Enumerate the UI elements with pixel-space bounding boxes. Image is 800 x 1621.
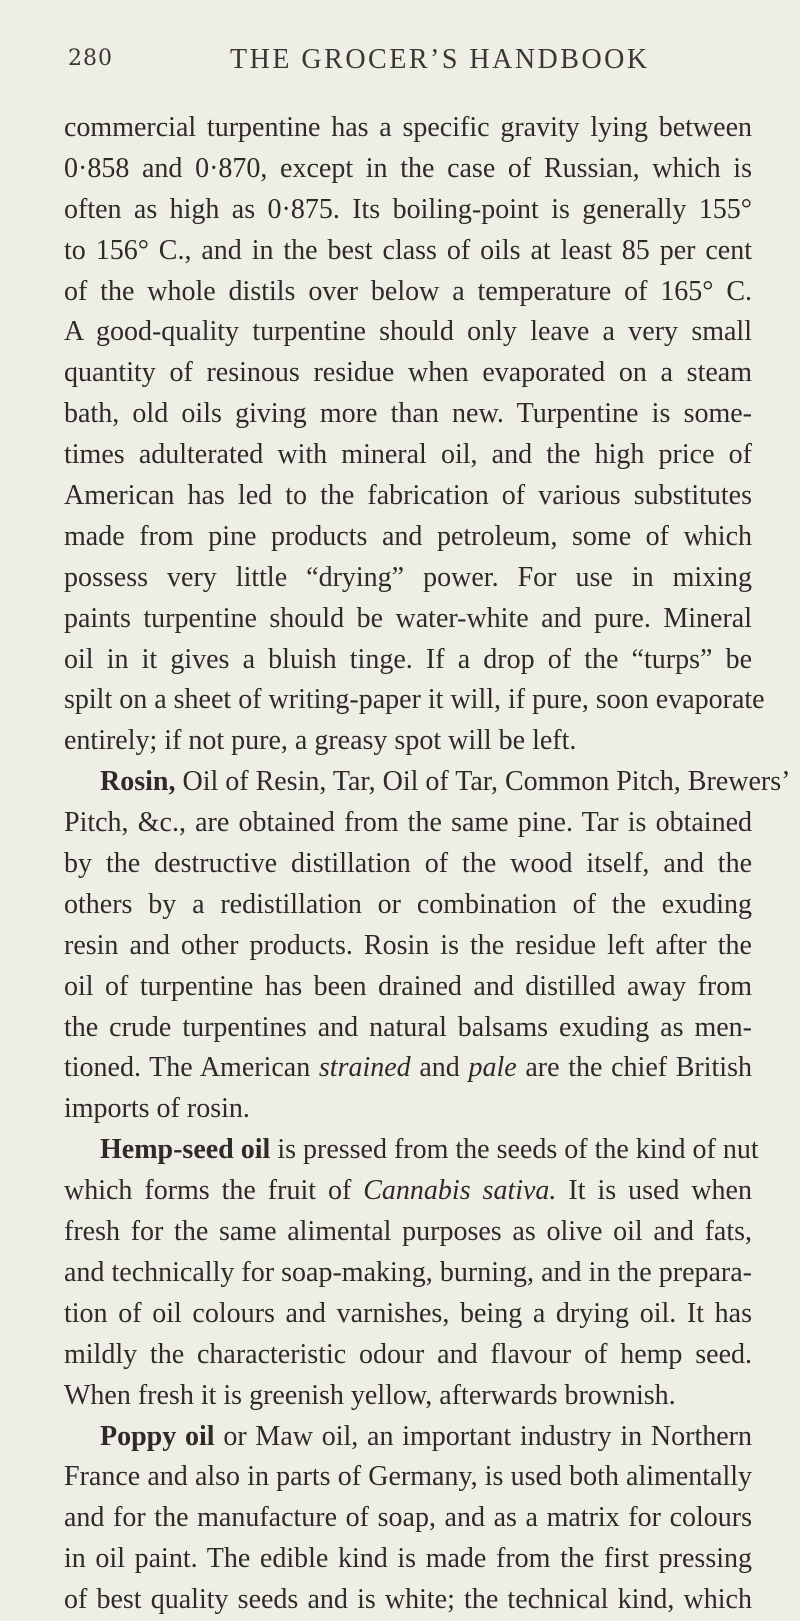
- text-line: and technically for soap-making, burning, and in the prepara-: [64, 1256, 752, 1288]
- text-line: tion of oil colours and varnishes, being a drying oil. It has: [64, 1297, 752, 1329]
- italic-term: pale: [468, 1052, 517, 1084]
- text-line: entirely; if not pure, a greasy spot will be left.: [64, 725, 577, 757]
- text-line: to 156° C., and in the best class of oils at least 85 per cent: [64, 234, 752, 266]
- paragraph-poppy-oil: [64, 1417, 752, 1621]
- text-line: times adulterated with mineral oil, and the high price of: [64, 439, 752, 471]
- text-line: mildly the characteristic odour and flavour of hemp seed.: [64, 1338, 752, 1370]
- text-line: imports of rosin.: [64, 1093, 250, 1125]
- italic-term: Cannabis sativa.: [363, 1175, 557, 1207]
- text-line: France and also in parts of Germany, is used both alimentally: [64, 1461, 752, 1493]
- page-header: [64, 0, 752, 75]
- text-line: by the destructive distillation of the wood itself, and the: [64, 848, 752, 880]
- paragraph-hemp-seed-oil: [64, 1130, 759, 1416]
- text-run: or Maw oil, an important industry in Northern: [214, 1420, 753, 1452]
- text-run: Oil of Resin, Tar, Oil of Tar, Common Pitch, Brewers’: [175, 766, 791, 798]
- text-line: often as high as 0·875. Its boiling-point is generally 155°: [64, 193, 752, 225]
- italic-term: strained: [318, 1052, 411, 1084]
- text-line: [64, 1171, 752, 1212]
- text-line: bath, old oils giving more than new. Turpentine is some-: [64, 398, 752, 430]
- text-line: oil of turpentine has been drained and distilled away from: [64, 970, 752, 1002]
- text-line: paints turpentine should be water-white and pure. Mineral: [64, 602, 752, 634]
- page-number: 280: [68, 46, 113, 71]
- text-line: possess very little “drying” power. For use in mixing: [64, 561, 752, 593]
- text-run: It is used when: [556, 1175, 752, 1207]
- body-text: [64, 108, 791, 1621]
- text-line: commercial turpentine has a specific gravity lying between: [64, 112, 752, 143]
- text-run: is pressed from the seeds of the kind of nut: [270, 1134, 759, 1166]
- text-line: of best quality seeds and is white; the technical kind, which: [64, 1584, 752, 1616]
- text-line: the crude turpentines and natural balsams exuding as men-: [64, 1011, 752, 1043]
- text-line: of the whole distils over below a temperature of 165° C.: [64, 275, 752, 307]
- text-line: oil in it gives a bluish tinge. If a drop of the “turps” be: [64, 643, 752, 675]
- text-line: [64, 762, 791, 803]
- text-line: [64, 1048, 752, 1089]
- text-line: others by a redistillation or combination of the exuding: [64, 888, 752, 920]
- text-line: resin and other products. Rosin is the residue left after the: [64, 929, 752, 961]
- text-line: fresh for the same alimental purposes as olive oil and fats,: [64, 1216, 752, 1248]
- text-run: and: [410, 1052, 469, 1084]
- paragraph-turpentine: [64, 108, 765, 762]
- paragraph-lead: Hemp-seed oil: [100, 1134, 271, 1166]
- text-line: Pitch, &c., are obtained from the same pine. Tar is obtained: [64, 807, 752, 839]
- text-line: quantity of resinous residue when evaporated on a steam: [64, 357, 752, 389]
- paragraph-rosin: [64, 762, 791, 1130]
- running-head: THE GROCER’S HANDBOOK: [230, 44, 650, 75]
- paragraph-lead: Poppy oil: [100, 1420, 215, 1452]
- text-line: in oil paint. The edible kind is made from the first pressing: [64, 1543, 752, 1575]
- text-line: A good-quality turpentine should only leave a very small: [64, 316, 752, 348]
- text-line: spilt on a sheet of writing-paper it will, if pure, soon evaporate: [64, 684, 765, 716]
- paragraph-lead: Rosin,: [100, 766, 176, 798]
- text-run: which forms the fruit of: [64, 1175, 364, 1207]
- text-run: are the chief British: [516, 1052, 752, 1084]
- text-line: [64, 1130, 759, 1171]
- text-line: [64, 1417, 752, 1458]
- text-line: When fresh it is greenish yellow, afterwards brownish.: [64, 1379, 676, 1411]
- text-line: American has led to the fabrication of various substitutes: [64, 480, 752, 512]
- text-run: tioned. The American: [64, 1052, 319, 1084]
- text-line: made from pine products and petroleum, some of which: [64, 520, 752, 552]
- text-line: and for the manufacture of soap, and as a matrix for colours: [64, 1502, 752, 1534]
- text-line: 0·858 and 0·870, except in the case of Russian, which is: [64, 152, 752, 184]
